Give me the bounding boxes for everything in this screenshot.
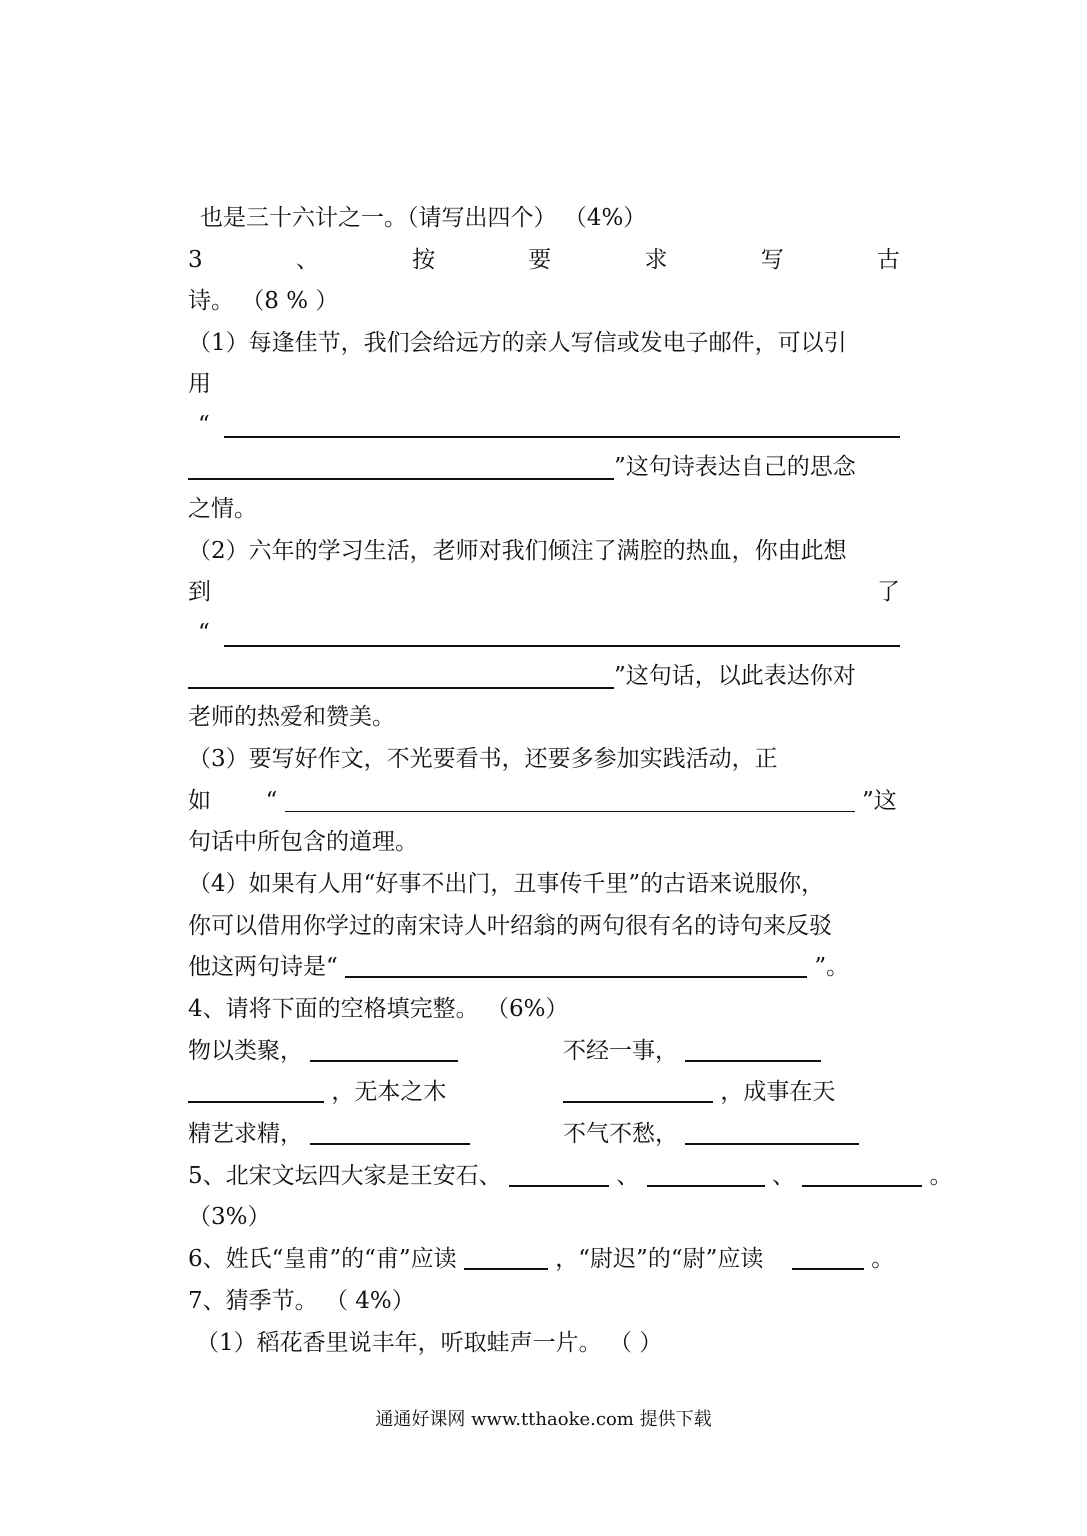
- text-span: 到: [188, 579, 211, 605]
- text-span: 、: [771, 1163, 795, 1189]
- answer-blank[interactable]: [792, 1246, 864, 1270]
- text-span: 物以类聚，: [188, 1038, 303, 1064]
- text-span: 如: [188, 788, 211, 814]
- text-span: ，无本之木: [331, 1079, 447, 1105]
- text-span: 了: [877, 579, 900, 605]
- line-q5: [188, 1161, 953, 1191]
- line-q4: 4、请将下面的空格填完整。 （6%）: [188, 996, 569, 1022]
- q3-char: 按: [412, 247, 436, 273]
- answer-blank[interactable]: [310, 1121, 470, 1145]
- line-q7-1: （1）稻花香里说丰年，听取蛙声一片。 （ ）: [196, 1330, 663, 1356]
- text-span: 不气不愁，: [563, 1121, 678, 1147]
- text-span: 精艺求精，: [188, 1121, 303, 1147]
- line-q3-3b: [188, 786, 900, 816]
- q3-char: 古: [876, 247, 900, 273]
- text-span: ，“尉迟”的“尉”应读: [555, 1246, 764, 1272]
- answer-blank[interactable]: [345, 954, 807, 978]
- line-q3-4a: （4）如果有人用“好事不出门，丑事传千里”的古语来说服你，: [188, 871, 825, 897]
- answer-blank[interactable]: [188, 687, 614, 689]
- answer-blank[interactable]: [188, 478, 614, 480]
- answer-blank[interactable]: [464, 1246, 548, 1270]
- text-span: 。: [871, 1246, 895, 1272]
- q3-char: 求: [644, 247, 668, 273]
- text-span: 6、姓氏“皇甫”的“甫”应读: [188, 1246, 457, 1272]
- line-q3-1b: 用: [188, 371, 211, 397]
- text-span: 他这两句诗是“: [188, 954, 338, 980]
- line-q3-4b: 你可以借用你学过的南宋诗人叶绍翁的两句很有名的诗句来反驳: [188, 913, 832, 939]
- line-q3-heading: [188, 245, 900, 275]
- open-quote: “: [198, 412, 210, 438]
- q4-col2: [563, 1036, 821, 1066]
- line-q3-2a: （2）六年的学习生活，老师对我们倾注了满腔的热血，你由此想: [188, 538, 847, 564]
- q3-char: 写: [760, 247, 784, 273]
- line-q2-tail: 也是三十六计之一。（请写出四个） （4%）: [200, 205, 647, 231]
- line-q6: [188, 1244, 900, 1274]
- q3-char: 、: [295, 247, 319, 273]
- text-span: 5、北宋文坛四大家是王安石、: [188, 1163, 502, 1189]
- q4-row-3: [188, 1119, 900, 1149]
- line-q3-2-close: ”这句话，以此表达你对: [614, 663, 856, 689]
- answer-blank[interactable]: [224, 436, 900, 438]
- line-q3-cont: 诗。 （8 % ）: [188, 288, 339, 314]
- answer-blank[interactable]: [685, 1121, 859, 1145]
- q4-col2: [563, 1077, 835, 1107]
- text-span: 。: [929, 1163, 953, 1189]
- open-quote: “: [198, 620, 210, 646]
- answer-blank[interactable]: [509, 1163, 609, 1187]
- line-q7: 7、猜季节。 （ 4%）: [188, 1288, 415, 1314]
- line-q3-1a: （1）每逢佳节，我们会给远方的亲人写信或发电子邮件，可以引: [188, 330, 847, 356]
- answer-blank[interactable]: [285, 789, 855, 812]
- text-span: 不经一事，: [563, 1038, 678, 1064]
- footer-credit: 通通好课网 www.tthaoke.com 提供下载: [375, 1409, 712, 1430]
- answer-blank[interactable]: [224, 645, 900, 647]
- text-span: ，成事在天: [720, 1079, 836, 1105]
- answer-blank[interactable]: [647, 1163, 765, 1187]
- line-q3-1-close: ”这句诗表达自己的思念: [614, 454, 856, 480]
- line-q3-1-end: 之情。: [188, 496, 257, 522]
- line-q3-2-end: 老师的热爱和赞美。: [188, 704, 395, 730]
- q3-char: 3: [188, 247, 203, 273]
- q3-char: 要: [528, 247, 552, 273]
- text-span: ”。: [814, 954, 850, 980]
- answer-blank[interactable]: [563, 1079, 713, 1103]
- answer-blank[interactable]: [188, 1079, 324, 1103]
- q4-row-2: [188, 1077, 900, 1107]
- q4-col2: [563, 1119, 859, 1149]
- text-span: 、: [616, 1163, 640, 1189]
- line-q3-2b: [188, 577, 900, 607]
- text-span: “: [265, 788, 278, 814]
- text-span: ”这: [862, 788, 897, 814]
- answer-blank[interactable]: [802, 1163, 922, 1187]
- line-q3-4c: [188, 952, 900, 982]
- q4-row-1: [188, 1036, 900, 1066]
- line-q3-3c: 句话中所包含的道理。: [188, 829, 418, 855]
- answer-blank[interactable]: [310, 1038, 458, 1062]
- line-q3-3a: （3）要写好作文，不光要看书，还要多参加实践活动，正: [188, 746, 778, 772]
- line-q5b: （3%）: [188, 1204, 271, 1230]
- answer-blank[interactable]: [685, 1038, 821, 1062]
